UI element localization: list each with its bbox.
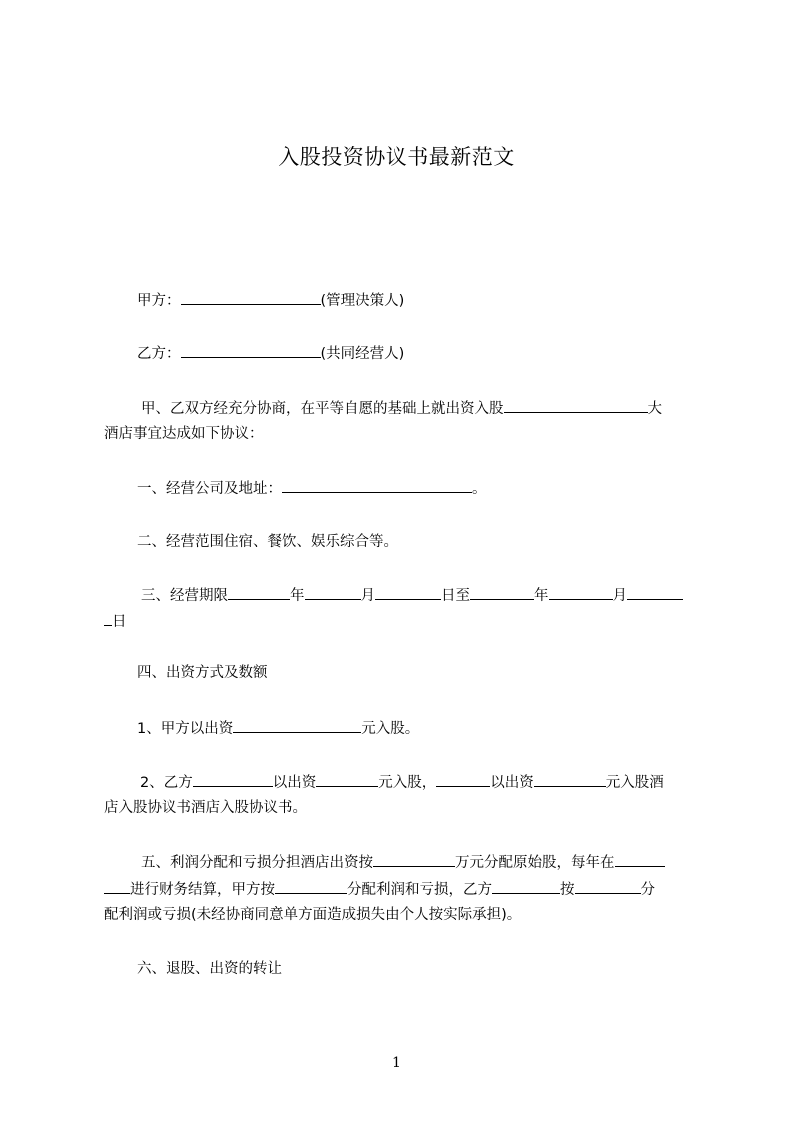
party-b-name-blank-2 (492, 879, 560, 894)
start-day-blank (375, 585, 441, 600)
item-5-lead: 五、利润分配和亏损分担酒店出资按 (141, 855, 373, 871)
end-day-blank (627, 585, 683, 600)
end-year-blank (470, 585, 534, 600)
party-b-label: 乙方： (137, 346, 181, 362)
settlement-time-blank-cont (104, 879, 130, 894)
item-5-l2a: 进行财务结算，甲方按 (130, 882, 275, 898)
party-a-line (137, 290, 404, 311)
document-title: 入股投资协议书最新范文 (278, 145, 515, 169)
settlement-time-blank (615, 852, 665, 867)
day-label: 日 (112, 614, 127, 630)
party-a-role: (管理决策人) (320, 293, 405, 309)
intro-line-2: 酒店事宜达成如下协议： (104, 426, 264, 442)
day-to-label: 日至 (441, 588, 470, 604)
sub-2-line-2: 店入股协议书酒店入股协议书。 (104, 800, 307, 816)
page-number: 1 (392, 1055, 401, 1071)
party-b-line (137, 343, 404, 364)
year-label: 年 (290, 588, 305, 604)
sub-1-line (137, 718, 419, 739)
sub-2-line-1 (140, 772, 664, 793)
item-4-line: 四、出资方式及数额 (137, 665, 268, 681)
party-b-amount-blank (316, 772, 378, 787)
sub-2-mid-3: 以出资 (490, 775, 534, 791)
item-3-lead: 三、经营期限 (141, 588, 228, 604)
end-day-blank-cont (104, 611, 112, 626)
item-5-l2c: 按 (560, 882, 575, 898)
address-blank (282, 478, 472, 493)
sub-1-lead: 1、甲方以出资 (137, 721, 234, 737)
party-b-role: (共同经营人) (320, 346, 405, 362)
item-1-text: 一、经营公司及地址： (137, 481, 282, 497)
item-5-line-2 (104, 879, 655, 900)
hotel-name-blank (504, 398, 648, 413)
other-amount-blank (534, 772, 606, 787)
party-b-ratio-blank (575, 879, 641, 894)
share-amount-blank (373, 852, 455, 867)
start-month-blank (305, 585, 361, 600)
intro-line-1 (141, 398, 662, 419)
item-2-line: 二、经营范围住宿、餐饮、娱乐综合等。 (137, 534, 398, 550)
month-label-2: 月 (612, 588, 627, 604)
item-3-line-1 (141, 585, 683, 606)
item-5-mid-1: 万元分配原始股，每年在 (455, 855, 615, 871)
item-1-end: 。 (472, 481, 487, 497)
end-month-blank (549, 585, 613, 600)
sub-2-lead: 2、乙方 (140, 775, 193, 791)
start-year-blank (228, 585, 290, 600)
party-a-blank (181, 290, 321, 305)
intro-text: 甲、乙双方经充分协商，在平等自愿的基础上就出资入股 (141, 401, 504, 417)
sub-2-mid-4: 元入股酒 (605, 775, 664, 791)
party-a-label: 甲方： (137, 293, 181, 309)
item-3-line-2 (104, 611, 127, 632)
item-5-l2b: 分配利润和亏损，乙方 (347, 882, 492, 898)
sub-2-mid-1: 以出资 (272, 775, 317, 791)
intro-text-end: 大 (647, 401, 662, 417)
party-a-amount-blank (233, 718, 361, 733)
item-5-line-1 (141, 852, 665, 873)
item-1-line (137, 478, 487, 499)
item-5-l2d: 分 (640, 882, 655, 898)
party-b-name-blank (193, 772, 273, 787)
party-a-ratio-blank (275, 879, 347, 894)
other-party-blank (436, 772, 490, 787)
item-5-line-3: 配利润或亏损(未经协商同意单方面造成损失由个人按实际承担)。 (104, 907, 522, 923)
year-label-2: 年 (534, 588, 549, 604)
item-6-line: 六、退股、出资的转让 (137, 961, 282, 977)
month-label: 月 (360, 588, 375, 604)
sub-2-mid-2: 元入股， (378, 775, 437, 791)
sub-1-end: 元入股。 (361, 721, 420, 737)
party-b-blank (181, 343, 321, 358)
